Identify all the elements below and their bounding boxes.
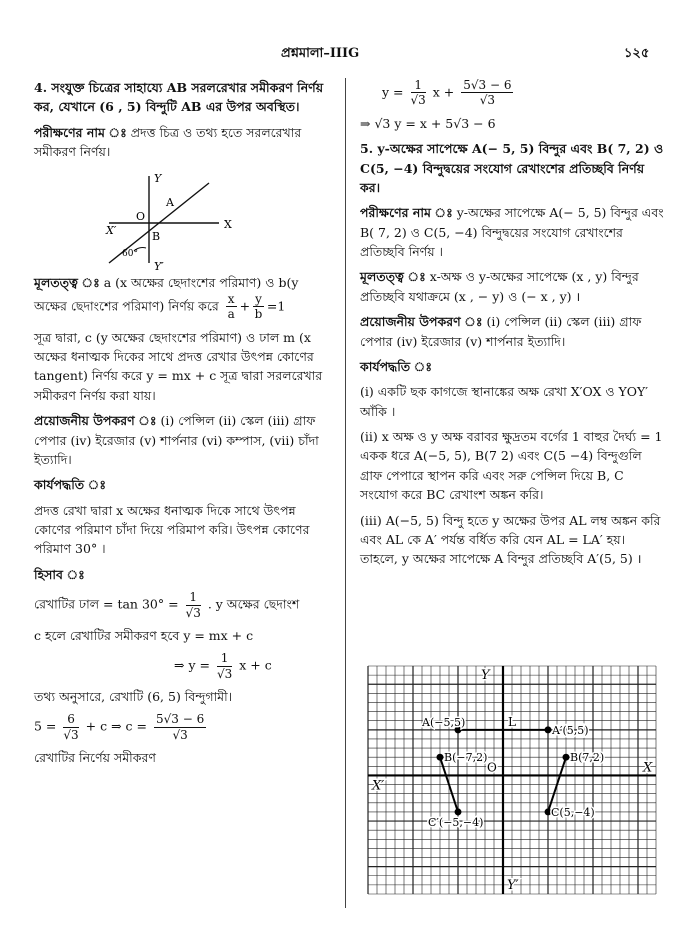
q5-step-1: (i) একটি ছক কাগজে স্থানাঙ্কের অক্ষ রেখা X′OX ও YOY′ আঁকি । [360, 384, 649, 419]
left-column [34, 78, 332, 774]
graph-label-a: A(−5,5) [422, 715, 466, 729]
graph-label-bp: B(7,2) [570, 751, 605, 765]
fig-label-b: B [152, 229, 161, 243]
eq-line-2: ⇒ √3 y = x + 5√3 − 6 [360, 115, 496, 131]
graph-label-o: O [487, 760, 497, 775]
graph-label-xp: X′ [372, 778, 385, 794]
reflection-graph [362, 660, 662, 900]
calc-line-5: 5 = $\frac{6}{√3}$ + c ⇒ c = $\frac{5√3 - 6}{√3}$ [34, 712, 205, 742]
fig-label-x: X [224, 217, 232, 231]
page-number: ১২৫ [624, 46, 650, 61]
q5-step-3: (iii) A(−5, 5) বিন্দু হতে y অক্ষের উপর AL লম্ব অঙ্কন করি এবং AL কে A′ পর্যন্ত বর্ধিত করি যেন AL = LA′ হয়। তাহলে, y অক্ষের সাপেক্ষে A বিন্দুর প্রতিচ্ছবি A′(5, 5) । [360, 512, 661, 567]
calc-line-3: ⇒ y = $\frac{1}{√3}$ x + c [174, 651, 272, 681]
fig-label-a: A [166, 195, 174, 209]
column-divider [345, 78, 346, 908]
q5-experiment-name: পরীক্ষণের নাম ঃ y-অক্ষের সাপেক্ষে A(− 5, 5) বিন্দুর এবং B( 7, 2) ও C(5, −4) বিন্দুদ্বয়ের সংযোগ রেখাংশের প্রতিচ্ছবি নির্ণয় । [360, 205, 664, 260]
q5-tools: প্রয়োজনীয় উপকরণ ঃ (i) পেন্সিল (ii) স্কেল (iii) গ্রাফ পেপার (iv) ইরেজার (v) শার্পনার ইত্যাদি। [360, 314, 642, 349]
question-5: 5. y-অক্ষের সাপেক্ষে A(− 5, 5) বিন্দুর এবং B( 7, 2) ও C(5, −4) বিন্দুদ্বয়ের সংযোগ রেখাংশের প্রতিচ্ছবি নির্ণয় কর। [360, 141, 664, 195]
graph-grid [368, 666, 656, 894]
q5-step-2: (ii) x অক্ষ ও y অক্ষ বরাবর ক্ষুদ্রতম বর্গের 1 বাহুর দৈর্ঘ্য = 1 একক ধরে A(−5, 5), B(7 2) এবং C(5 −4) বিন্দুগুলি গ্রাফ পেপারে স্থাপন করি এবং সরু পেন্সিল দিয়ে B, C সংযোগ করে BC রেখাংশ অঙ্কন করি। [360, 429, 663, 503]
fig-label-angle: 60° [122, 248, 138, 259]
eq-line-1: y = $\frac{1}{√3}$ x + $\frac{5√3 - 6}{√3}$ [382, 78, 512, 108]
point-B′ [563, 754, 570, 761]
point-C′ [455, 808, 462, 815]
graph-label-yp: Y′ [507, 877, 519, 893]
graph-label-cp: C′(−5,−4) [428, 815, 484, 829]
question-4: 4. সংযুক্ত চিত্রের সাহায্যে AB সরলরেখার সমীকরণ নির্ণয় কর, যেখানে (6 , 5) বিন্দুটি AB এর উপর অবস্থিত। [34, 80, 324, 115]
q4-tools: প্রয়োজনীয় উপকরণ ঃ (i) পেন্সিল (ii) স্কেল (iii) গ্রাফ পেপার (iv) ইরেজার (v) শার্পনার (vi) কম্পাস, (vii) চাঁদা ইত্যাদি। [34, 413, 319, 467]
q4-calc-label: হিসাব ঃ [34, 566, 85, 582]
graph-label-x: X [643, 760, 653, 776]
right-column [360, 78, 665, 575]
calc-line-6: রেখাটির নির্ণেয় সমীকরণ [34, 750, 156, 766]
q4-theory-2: সূত্র দ্বারা, c (y অক্ষের ছেদাংশের পরিমাণ) ও ঢাল m (x অক্ষের ধনাত্মক দিকের সাথে প্রদত্ত রেখার উৎপন্ন কোণের tangent) নির্ণয় করে y = mx + c সূত্র দ্বারা সরলরেখার সমীকরণ নির্ণয় করা যায়। [34, 329, 323, 403]
point-B [437, 754, 444, 761]
calc-line-1: রেখাটির ঢাল = tan 30° = $\frac{1}{√3}$ . y অক্ষের ছেদাংশ [34, 590, 300, 620]
running-header: প্রশ্নমালা–IIIG [281, 46, 360, 61]
line-ab-figure [34, 168, 332, 273]
calc-line-4: তথ্য অনুসারে, রেখাটি (6, 5) বিন্দুগামী। [34, 689, 233, 705]
point-A′ [545, 726, 552, 733]
calc-line-2: c হলে রেখাটির সমীকরণ হবে y = mx + c [34, 627, 254, 643]
q5-theory: মূলতত্ত্ব ঃ x-অক্ষ ও y-অক্ষের সাপেক্ষে (x , y) বিন্দুর প্রতিচ্ছবি যথাক্রমে (x , − y) ও (− x , y) । [360, 269, 639, 304]
q4-theory: মূলতত্ত্ব ঃ a (x অক্ষের ছেদাংশের পরিমাণ) ও b(y অক্ষের ছেদাংশের পরিমাণ) নির্ণয় করে $\frac{x}{a}$ + $\frac{y}{b}$ =1 [34, 274, 299, 322]
fig-label-y: Y [154, 171, 162, 185]
graph-label-ap: A′(5,5) [552, 723, 589, 737]
fig-label-xp: X′ [106, 223, 117, 237]
q4-method: প্রদত্ত রেখা দ্বারা x অক্ষের ধনাত্মক দিকে সাথে উৎপন্ন কোণের পরিমাণ চাঁদা দিয়ে পরিমাপ করি। উৎপন্ন কোণের পরিমাণ 30° । [34, 502, 310, 557]
graph-label-l: L [508, 714, 516, 729]
graph-label-c: C(5,−4) [551, 805, 595, 819]
q4-experiment-name: পরীক্ষণের নাম ঃ প্রদত্ত চিত্র ও তথ্য হতে সরলরেখার সমীকরণ নির্ণয়। [34, 124, 302, 160]
graph-label-y: Y [481, 668, 490, 684]
fig-label-o: O [136, 209, 146, 223]
graph-label-b: B(−7,2) [444, 751, 488, 765]
q5-method-label: কার্যপদ্ধতি ঃ [360, 358, 433, 374]
fig-label-yp: Y′ [154, 259, 164, 273]
q4-method-label: কার্যপদ্ধতি ঃ [34, 477, 107, 493]
